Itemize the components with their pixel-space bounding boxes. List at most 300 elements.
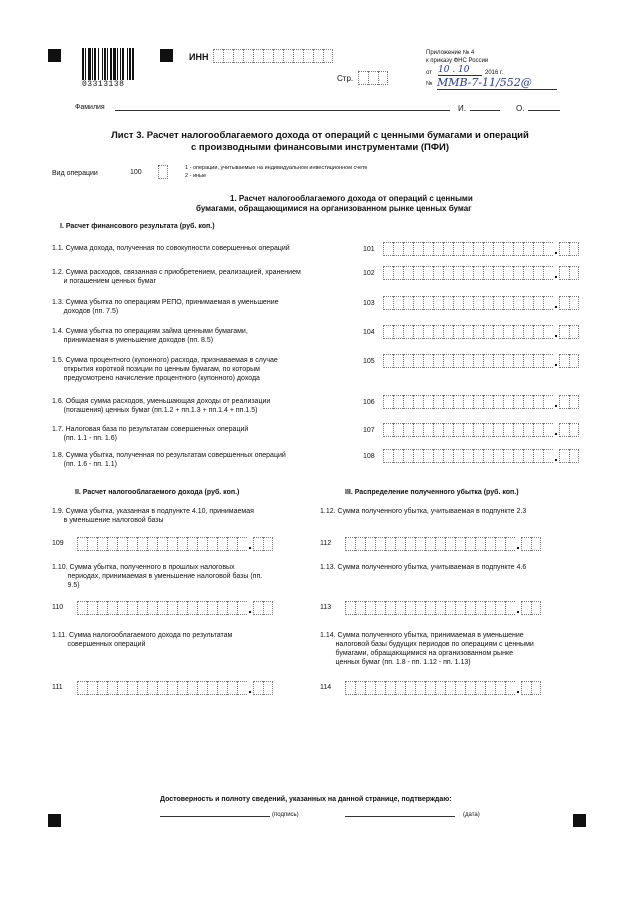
row-113-amount-field[interactable]	[345, 601, 541, 615]
row-104-cell[interactable]	[523, 325, 533, 339]
row-106-cell[interactable]	[503, 395, 513, 409]
row-103-cell[interactable]	[393, 296, 403, 310]
row-109-cell[interactable]	[107, 537, 117, 551]
row-114-cell[interactable]	[345, 681, 355, 695]
row-110-cell[interactable]	[227, 601, 237, 615]
row-113-cell[interactable]	[455, 601, 465, 615]
row-109-cell[interactable]	[187, 537, 197, 551]
row-114-cell[interactable]	[521, 681, 531, 695]
name-initial-field[interactable]	[470, 110, 500, 111]
row-112-cell[interactable]	[365, 537, 375, 551]
page-cell[interactable]	[378, 71, 388, 85]
row-107-cell[interactable]	[403, 423, 413, 437]
row-111-cell[interactable]	[263, 681, 273, 695]
row-102-cell[interactable]	[569, 266, 579, 280]
row-107-cell[interactable]	[503, 423, 513, 437]
row-101-cell[interactable]	[523, 242, 533, 256]
row-114-cell[interactable]	[465, 681, 475, 695]
row-105-cell[interactable]	[523, 354, 533, 368]
row-108-cell[interactable]	[383, 449, 393, 463]
row-114-cell[interactable]	[475, 681, 485, 695]
row-114-cell[interactable]	[365, 681, 375, 695]
row-105-cell[interactable]	[463, 354, 473, 368]
row-104-cell[interactable]	[559, 325, 569, 339]
row-109-cell[interactable]	[97, 537, 107, 551]
row-110-cell[interactable]	[107, 601, 117, 615]
row-105-cell[interactable]	[569, 354, 579, 368]
row-111-cell[interactable]	[107, 681, 117, 695]
row-103-cell[interactable]	[533, 296, 543, 310]
row-113-cell[interactable]	[435, 601, 445, 615]
row-111-cell[interactable]	[127, 681, 137, 695]
row-101-cell[interactable]	[393, 242, 403, 256]
row-107-cell[interactable]	[559, 423, 569, 437]
row-106-cell[interactable]	[433, 395, 443, 409]
row-109-amount-field[interactable]	[77, 537, 273, 551]
row-109-cell[interactable]	[253, 537, 263, 551]
row-109-cell[interactable]	[157, 537, 167, 551]
row-110-cell[interactable]	[167, 601, 177, 615]
row-109-cell[interactable]	[227, 537, 237, 551]
row-105-cell[interactable]	[393, 354, 403, 368]
row-112-cell[interactable]	[531, 537, 541, 551]
row-101-cell[interactable]	[433, 242, 443, 256]
row-112-cell[interactable]	[405, 537, 415, 551]
row-105-cell[interactable]	[543, 354, 553, 368]
row-111-cell[interactable]	[167, 681, 177, 695]
row-101-cell[interactable]	[503, 242, 513, 256]
row-102-cell[interactable]	[383, 266, 393, 280]
row-107-cell[interactable]	[493, 423, 503, 437]
row-104-cell[interactable]	[423, 325, 433, 339]
row-106-cell[interactable]	[463, 395, 473, 409]
inn-cell[interactable]	[243, 49, 253, 63]
row-110-cell[interactable]	[263, 601, 273, 615]
row-104-amount-field[interactable]	[383, 325, 579, 339]
row-104-cell[interactable]	[463, 325, 473, 339]
row-109-cell[interactable]	[237, 537, 247, 551]
row-103-cell[interactable]	[559, 296, 569, 310]
row-112-cell[interactable]	[495, 537, 505, 551]
inn-cell[interactable]	[323, 49, 333, 63]
row-106-cell[interactable]	[513, 395, 523, 409]
row-105-cell[interactable]	[473, 354, 483, 368]
row-105-cell[interactable]	[403, 354, 413, 368]
row-108-cell[interactable]	[413, 449, 423, 463]
row-108-cell[interactable]	[473, 449, 483, 463]
row-114-cell[interactable]	[495, 681, 505, 695]
row-102-cell[interactable]	[403, 266, 413, 280]
row-109-cell[interactable]	[197, 537, 207, 551]
row-111-cell[interactable]	[253, 681, 263, 695]
row-103-cell[interactable]	[463, 296, 473, 310]
row-101-cell[interactable]	[533, 242, 543, 256]
row-104-cell[interactable]	[443, 325, 453, 339]
row-103-cell[interactable]	[543, 296, 553, 310]
surname-field[interactable]	[115, 110, 450, 111]
row-103-cell[interactable]	[513, 296, 523, 310]
row-102-cell[interactable]	[523, 266, 533, 280]
row-109-cell[interactable]	[87, 537, 97, 551]
row-113-cell[interactable]	[365, 601, 375, 615]
row-109-cell[interactable]	[127, 537, 137, 551]
row-106-cell[interactable]	[533, 395, 543, 409]
inn-cell[interactable]	[223, 49, 233, 63]
row-112-cell[interactable]	[435, 537, 445, 551]
row-108-cell[interactable]	[393, 449, 403, 463]
row-103-cell[interactable]	[403, 296, 413, 310]
row-112-cell[interactable]	[385, 537, 395, 551]
row-105-cell[interactable]	[433, 354, 443, 368]
row-111-cell[interactable]	[97, 681, 107, 695]
row-111-cell[interactable]	[177, 681, 187, 695]
row-103-cell[interactable]	[503, 296, 513, 310]
row-107-cell[interactable]	[433, 423, 443, 437]
row-110-cell[interactable]	[207, 601, 217, 615]
row-114-cell[interactable]	[405, 681, 415, 695]
row-111-cell[interactable]	[147, 681, 157, 695]
row-108-cell[interactable]	[433, 449, 443, 463]
row-108-cell[interactable]	[523, 449, 533, 463]
row-110-cell[interactable]	[147, 601, 157, 615]
row-101-cell[interactable]	[403, 242, 413, 256]
row-110-cell[interactable]	[77, 601, 87, 615]
row-101-cell[interactable]	[483, 242, 493, 256]
row-108-amount-field[interactable]	[383, 449, 579, 463]
row-106-amount-field[interactable]	[383, 395, 579, 409]
row-113-cell[interactable]	[521, 601, 531, 615]
row-103-cell[interactable]	[473, 296, 483, 310]
inn-cell[interactable]	[313, 49, 323, 63]
row-102-cell[interactable]	[473, 266, 483, 280]
row-108-cell[interactable]	[559, 449, 569, 463]
row-101-cell[interactable]	[569, 242, 579, 256]
row-105-cell[interactable]	[443, 354, 453, 368]
row-102-cell[interactable]	[463, 266, 473, 280]
row-106-cell[interactable]	[413, 395, 423, 409]
row-103-cell[interactable]	[523, 296, 533, 310]
row-108-cell[interactable]	[543, 449, 553, 463]
row-103-cell[interactable]	[493, 296, 503, 310]
row-104-cell[interactable]	[533, 325, 543, 339]
operation-type-field[interactable]	[158, 165, 168, 179]
row-106-cell[interactable]	[403, 395, 413, 409]
row-114-cell[interactable]	[355, 681, 365, 695]
row-114-cell[interactable]	[445, 681, 455, 695]
row-107-cell[interactable]	[383, 423, 393, 437]
row-105-amount-field[interactable]	[383, 354, 579, 368]
row-110-cell[interactable]	[187, 601, 197, 615]
row-114-cell[interactable]	[425, 681, 435, 695]
row-113-cell[interactable]	[345, 601, 355, 615]
row-103-cell[interactable]	[423, 296, 433, 310]
row-108-cell[interactable]	[443, 449, 453, 463]
row-102-cell[interactable]	[543, 266, 553, 280]
row-104-cell[interactable]	[473, 325, 483, 339]
row-114-cell[interactable]	[375, 681, 385, 695]
row-103-cell[interactable]	[483, 296, 493, 310]
row-104-cell[interactable]	[453, 325, 463, 339]
row-113-cell[interactable]	[531, 601, 541, 615]
row-107-cell[interactable]	[443, 423, 453, 437]
row-112-cell[interactable]	[485, 537, 495, 551]
row-106-cell[interactable]	[453, 395, 463, 409]
patronymic-initial-field[interactable]	[528, 110, 560, 111]
row-110-cell[interactable]	[197, 601, 207, 615]
row-104-cell[interactable]	[493, 325, 503, 339]
row-102-cell[interactable]	[453, 266, 463, 280]
row-113-cell[interactable]	[405, 601, 415, 615]
row-107-cell[interactable]	[423, 423, 433, 437]
row-113-cell[interactable]	[495, 601, 505, 615]
row-101-cell[interactable]	[513, 242, 523, 256]
inn-cell[interactable]	[263, 49, 273, 63]
row-110-cell[interactable]	[137, 601, 147, 615]
inn-cell[interactable]	[213, 49, 223, 63]
row-113-cell[interactable]	[475, 601, 485, 615]
row-104-cell[interactable]	[483, 325, 493, 339]
row-109-cell[interactable]	[263, 537, 273, 551]
row-111-cell[interactable]	[207, 681, 217, 695]
row-112-cell[interactable]	[455, 537, 465, 551]
row-101-cell[interactable]	[423, 242, 433, 256]
row-102-cell[interactable]	[533, 266, 543, 280]
row-107-cell[interactable]	[523, 423, 533, 437]
row-109-cell[interactable]	[167, 537, 177, 551]
row-110-amount-field[interactable]	[77, 601, 273, 615]
row-107-cell[interactable]	[413, 423, 423, 437]
row-114-cell[interactable]	[435, 681, 445, 695]
row-107-cell[interactable]	[533, 423, 543, 437]
row-113-cell[interactable]	[485, 601, 495, 615]
row-101-cell[interactable]	[413, 242, 423, 256]
inn-cell[interactable]	[293, 49, 303, 63]
row-110-cell[interactable]	[127, 601, 137, 615]
row-104-cell[interactable]	[413, 325, 423, 339]
row-106-cell[interactable]	[393, 395, 403, 409]
row-106-cell[interactable]	[443, 395, 453, 409]
row-106-cell[interactable]	[423, 395, 433, 409]
row-112-cell[interactable]	[521, 537, 531, 551]
row-102-cell[interactable]	[493, 266, 503, 280]
row-109-cell[interactable]	[137, 537, 147, 551]
row-114-cell[interactable]	[531, 681, 541, 695]
row-105-cell[interactable]	[503, 354, 513, 368]
row-104-cell[interactable]	[393, 325, 403, 339]
row-108-cell[interactable]	[569, 449, 579, 463]
row-105-cell[interactable]	[423, 354, 433, 368]
row-112-cell[interactable]	[415, 537, 425, 551]
row-104-cell[interactable]	[433, 325, 443, 339]
row-113-cell[interactable]	[375, 601, 385, 615]
row-111-cell[interactable]	[87, 681, 97, 695]
row-107-cell[interactable]	[513, 423, 523, 437]
row-114-cell[interactable]	[415, 681, 425, 695]
row-111-cell[interactable]	[227, 681, 237, 695]
row-112-cell[interactable]	[475, 537, 485, 551]
row-112-cell[interactable]	[425, 537, 435, 551]
row-102-cell[interactable]	[559, 266, 569, 280]
row-110-cell[interactable]	[157, 601, 167, 615]
row-109-cell[interactable]	[207, 537, 217, 551]
inn-cell[interactable]	[283, 49, 293, 63]
row-108-cell[interactable]	[513, 449, 523, 463]
row-101-cell[interactable]	[463, 242, 473, 256]
row-102-cell[interactable]	[513, 266, 523, 280]
row-101-cell[interactable]	[493, 242, 503, 256]
row-105-cell[interactable]	[453, 354, 463, 368]
row-102-cell[interactable]	[413, 266, 423, 280]
row-111-cell[interactable]	[237, 681, 247, 695]
row-106-cell[interactable]	[523, 395, 533, 409]
row-108-cell[interactable]	[483, 449, 493, 463]
row-107-cell[interactable]	[543, 423, 553, 437]
inn-cell[interactable]	[303, 49, 313, 63]
row-108-cell[interactable]	[423, 449, 433, 463]
row-105-cell[interactable]	[533, 354, 543, 368]
row-101-cell[interactable]	[543, 242, 553, 256]
row-101-cell[interactable]	[443, 242, 453, 256]
row-113-cell[interactable]	[385, 601, 395, 615]
row-112-cell[interactable]	[445, 537, 455, 551]
row-101-cell[interactable]	[453, 242, 463, 256]
row-109-cell[interactable]	[177, 537, 187, 551]
row-102-cell[interactable]	[423, 266, 433, 280]
row-104-cell[interactable]	[569, 325, 579, 339]
row-113-cell[interactable]	[445, 601, 455, 615]
row-109-cell[interactable]	[117, 537, 127, 551]
row-107-cell[interactable]	[463, 423, 473, 437]
row-109-cell[interactable]	[77, 537, 87, 551]
row-110-cell[interactable]	[217, 601, 227, 615]
row-102-cell[interactable]	[503, 266, 513, 280]
row-110-cell[interactable]	[237, 601, 247, 615]
row-103-amount-field[interactable]	[383, 296, 579, 310]
row-101-cell[interactable]	[559, 242, 569, 256]
row-110-cell[interactable]	[97, 601, 107, 615]
row-110-cell[interactable]	[87, 601, 97, 615]
row-103-cell[interactable]	[383, 296, 393, 310]
row-113-cell[interactable]	[395, 601, 405, 615]
row-105-cell[interactable]	[383, 354, 393, 368]
row-114-cell[interactable]	[455, 681, 465, 695]
row-109-cell[interactable]	[147, 537, 157, 551]
row-105-cell[interactable]	[559, 354, 569, 368]
row-107-amount-field[interactable]	[383, 423, 579, 437]
row-111-cell[interactable]	[157, 681, 167, 695]
row-113-cell[interactable]	[505, 601, 515, 615]
row-103-cell[interactable]	[433, 296, 443, 310]
row-111-cell[interactable]	[217, 681, 227, 695]
row-110-cell[interactable]	[117, 601, 127, 615]
date-field[interactable]	[345, 816, 455, 817]
row-107-cell[interactable]	[569, 423, 579, 437]
row-103-cell[interactable]	[453, 296, 463, 310]
row-103-cell[interactable]	[413, 296, 423, 310]
row-112-cell[interactable]	[375, 537, 385, 551]
row-108-cell[interactable]	[463, 449, 473, 463]
inn-cell[interactable]	[253, 49, 263, 63]
row-107-cell[interactable]	[453, 423, 463, 437]
row-102-cell[interactable]	[443, 266, 453, 280]
row-112-cell[interactable]	[505, 537, 515, 551]
row-104-cell[interactable]	[543, 325, 553, 339]
row-114-cell[interactable]	[505, 681, 515, 695]
row-107-cell[interactable]	[483, 423, 493, 437]
row-105-cell[interactable]	[513, 354, 523, 368]
row-108-cell[interactable]	[533, 449, 543, 463]
row-109-cell[interactable]	[217, 537, 227, 551]
row-105-cell[interactable]	[413, 354, 423, 368]
row-111-cell[interactable]	[197, 681, 207, 695]
inn-field[interactable]	[213, 49, 333, 63]
row-108-cell[interactable]	[403, 449, 413, 463]
row-112-cell[interactable]	[395, 537, 405, 551]
row-112-cell[interactable]	[345, 537, 355, 551]
row-104-cell[interactable]	[403, 325, 413, 339]
row-106-cell[interactable]	[543, 395, 553, 409]
row-111-cell[interactable]	[117, 681, 127, 695]
row-112-cell[interactable]	[355, 537, 365, 551]
row-110-cell[interactable]	[253, 601, 263, 615]
row-111-cell[interactable]	[137, 681, 147, 695]
row-114-cell[interactable]	[485, 681, 495, 695]
row-112-amount-field[interactable]	[345, 537, 541, 551]
signature-field[interactable]	[160, 816, 270, 817]
page-cell[interactable]	[358, 71, 368, 85]
row-113-cell[interactable]	[355, 601, 365, 615]
row-113-cell[interactable]	[465, 601, 475, 615]
row-104-cell[interactable]	[503, 325, 513, 339]
page-cell[interactable]	[368, 71, 378, 85]
row-111-amount-field[interactable]	[77, 681, 273, 695]
row-106-cell[interactable]	[493, 395, 503, 409]
row-111-cell[interactable]	[187, 681, 197, 695]
row-101-amount-field[interactable]	[383, 242, 579, 256]
row-114-cell[interactable]	[395, 681, 405, 695]
row-113-cell[interactable]	[425, 601, 435, 615]
row-101-cell[interactable]	[473, 242, 483, 256]
row-114-amount-field[interactable]	[345, 681, 541, 695]
row-102-amount-field[interactable]	[383, 266, 579, 280]
row-106-cell[interactable]	[569, 395, 579, 409]
row-111-cell[interactable]	[77, 681, 87, 695]
row-102-cell[interactable]	[483, 266, 493, 280]
page-number-field[interactable]	[358, 71, 388, 85]
row-112-cell[interactable]	[465, 537, 475, 551]
row-102-cell[interactable]	[393, 266, 403, 280]
row-104-cell[interactable]	[513, 325, 523, 339]
row-107-cell[interactable]	[473, 423, 483, 437]
row-106-cell[interactable]	[383, 395, 393, 409]
row-103-cell[interactable]	[569, 296, 579, 310]
row-113-cell[interactable]	[415, 601, 425, 615]
row-108-cell[interactable]	[493, 449, 503, 463]
row-104-cell[interactable]	[383, 325, 393, 339]
row-110-cell[interactable]	[177, 601, 187, 615]
row-103-cell[interactable]	[443, 296, 453, 310]
row-102-cell[interactable]	[433, 266, 443, 280]
inn-cell[interactable]	[273, 49, 283, 63]
row-108-cell[interactable]	[453, 449, 463, 463]
row-106-cell[interactable]	[483, 395, 493, 409]
operation-type-cell[interactable]	[158, 165, 168, 179]
row-106-cell[interactable]	[559, 395, 569, 409]
row-105-cell[interactable]	[483, 354, 493, 368]
row-114-cell[interactable]	[385, 681, 395, 695]
inn-cell[interactable]	[233, 49, 243, 63]
row-107-cell[interactable]	[393, 423, 403, 437]
